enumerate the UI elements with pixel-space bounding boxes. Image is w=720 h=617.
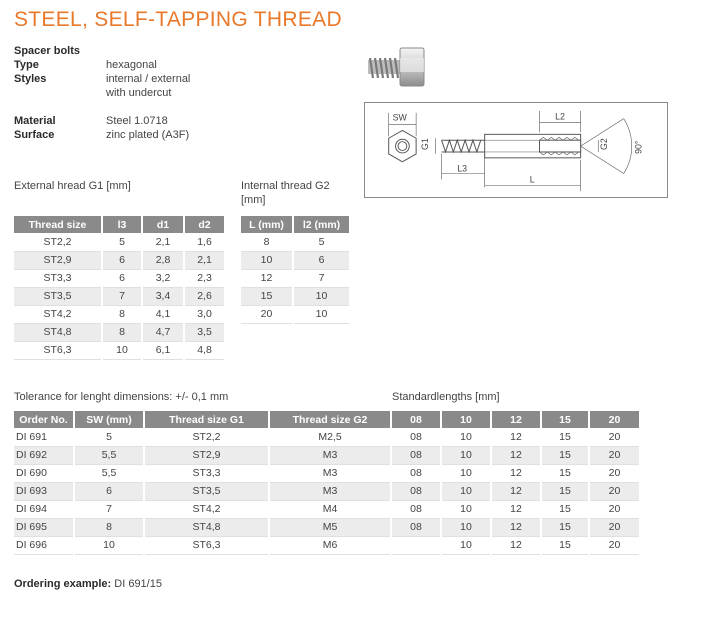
- table-cell: ST3,5: [14, 287, 102, 305]
- table-row: [14, 287, 224, 305]
- external-thread-caption: External hread G1 [mm]: [14, 180, 131, 192]
- table-cell: 10: [441, 536, 491, 554]
- table-cell: ST2,9: [14, 251, 102, 269]
- table-cell: ST2,9: [144, 446, 269, 464]
- table-cell: 15: [541, 464, 589, 482]
- label-l: L: [529, 174, 535, 185]
- internal-thread-table: [241, 216, 349, 324]
- table-cell: 20: [589, 446, 639, 464]
- table-row: [241, 287, 349, 305]
- table-cell: 10: [441, 428, 491, 446]
- table-cell: M3: [269, 464, 391, 482]
- column-header: L (mm): [241, 216, 293, 233]
- table-cell: 10: [102, 341, 142, 359]
- table-cell: 15: [541, 500, 589, 518]
- table-cell: 20: [589, 500, 639, 518]
- table-cell: 08: [391, 446, 441, 464]
- spec-key: Spacer bolts: [14, 45, 81, 57]
- angle-marker: [581, 119, 644, 174]
- table-cell: 3,0: [184, 305, 224, 323]
- column-header: Order No.: [14, 411, 74, 428]
- table-cell: 8: [102, 305, 142, 323]
- table-cell: 4,7: [142, 323, 184, 341]
- table-cell: 12: [491, 536, 541, 554]
- table-cell: 2,1: [142, 233, 184, 251]
- spec-value: with undercut: [106, 87, 172, 99]
- table-cell: M2,5: [269, 428, 391, 446]
- table-cell: 20: [589, 518, 639, 536]
- column-header: d2: [184, 216, 224, 233]
- label-l2: L2: [555, 111, 565, 122]
- table-cell: 12: [491, 482, 541, 500]
- table-row: [14, 500, 639, 518]
- internal-thread-caption: Internal thread G2 [mm]: [241, 180, 330, 206]
- table-cell: [391, 536, 441, 554]
- spec-value: hexagonal: [106, 59, 157, 71]
- table-cell: 15: [541, 536, 589, 554]
- table-row: [14, 446, 639, 464]
- spec-key: Material: [14, 115, 56, 127]
- table-cell: ST2,2: [144, 428, 269, 446]
- table-cell: 5,5: [74, 446, 144, 464]
- spec-value: zinc plated (A3F): [106, 129, 190, 141]
- table-cell: 3,2: [142, 269, 184, 287]
- table-row: [14, 233, 224, 251]
- table-cell: 10: [241, 251, 293, 269]
- external-thread-table: [14, 216, 224, 360]
- page-title: STEEL, SELF-TAPPING THREAD: [14, 8, 342, 31]
- table-row: [14, 323, 224, 341]
- thread-side-view: [420, 138, 485, 187]
- ordering-example-label: Ordering example:: [14, 578, 112, 590]
- table-cell: 8: [241, 233, 293, 251]
- table-cell: 15: [541, 518, 589, 536]
- column-header: Thread size G2: [269, 411, 391, 428]
- table-cell: 10: [74, 536, 144, 554]
- ordering-example-value: DI 691/15: [114, 578, 162, 590]
- table-cell: DI 696: [14, 536, 74, 554]
- table-row: [14, 341, 224, 359]
- table-cell: ST3,3: [14, 269, 102, 287]
- spacer-bolt-photo: [360, 40, 430, 96]
- table-cell: 10: [441, 500, 491, 518]
- table-cell: ST3,5: [144, 482, 269, 500]
- tolerance-caption: Tolerance for lenght dimensions: +/- 0,1 mm: [14, 391, 229, 403]
- column-header: Thread size G1: [144, 411, 269, 428]
- label-g2: G2: [599, 138, 610, 150]
- table-cell: 5: [102, 233, 142, 251]
- order-table: [14, 411, 639, 555]
- table-cell: ST4,2: [14, 305, 102, 323]
- table-cell: 10: [441, 482, 491, 500]
- table-cell: 1,6: [184, 233, 224, 251]
- spec-key: Styles: [14, 73, 47, 85]
- table-cell: 08: [391, 500, 441, 518]
- table-cell: 12: [241, 269, 293, 287]
- table-cell: 6: [293, 251, 349, 269]
- technical-drawing: [364, 102, 668, 198]
- table-cell: 20: [589, 428, 639, 446]
- table-cell: ST6,3: [144, 536, 269, 554]
- table-cell: DI 691: [14, 428, 74, 446]
- table-cell: 12: [491, 446, 541, 464]
- table-cell: 20: [589, 536, 639, 554]
- table-row: [14, 482, 639, 500]
- column-header: l2 (mm): [293, 216, 349, 233]
- table-cell: 2,6: [184, 287, 224, 305]
- table-cell: DI 693: [14, 482, 74, 500]
- table-cell: M3: [269, 482, 391, 500]
- table-cell: 6: [102, 251, 142, 269]
- spec-key: Surface: [14, 129, 55, 141]
- table-cell: 7: [293, 269, 349, 287]
- table-cell: 12: [491, 464, 541, 482]
- table-cell: 5,5: [74, 464, 144, 482]
- table-cell: 10: [441, 464, 491, 482]
- table-cell: DI 690: [14, 464, 74, 482]
- table-row: [241, 305, 349, 323]
- column-header: l3: [102, 216, 142, 233]
- ordering-example: [14, 578, 162, 590]
- table-cell: 08: [391, 464, 441, 482]
- table-cell: DI 694: [14, 500, 74, 518]
- label-angle: 90°: [633, 140, 644, 154]
- table-cell: 3,4: [142, 287, 184, 305]
- table-cell: 12: [491, 428, 541, 446]
- table-row: [14, 428, 639, 446]
- label-g1: G1: [419, 138, 430, 150]
- spec-value: internal / external: [106, 73, 191, 85]
- table-cell: M3: [269, 446, 391, 464]
- table-cell: M4: [269, 500, 391, 518]
- column-header: 10: [441, 411, 491, 428]
- table-cell: 08: [391, 518, 441, 536]
- standard-lengths-caption: Standardlengths [mm]: [392, 391, 500, 403]
- thread-shape: [368, 58, 400, 78]
- table-cell: 2,1: [184, 251, 224, 269]
- table-cell: 2,3: [184, 269, 224, 287]
- table-cell: 6: [102, 269, 142, 287]
- table-row: [14, 536, 639, 554]
- table-cell: 4,8: [184, 341, 224, 359]
- table-cell: ST3,3: [144, 464, 269, 482]
- column-header: 15: [541, 411, 589, 428]
- table-row: [14, 464, 639, 482]
- body-side-view: [485, 111, 609, 191]
- table-cell: 5: [293, 233, 349, 251]
- table-cell: 12: [491, 500, 541, 518]
- table-cell: 3,5: [184, 323, 224, 341]
- table-cell: M5: [269, 518, 391, 536]
- hex-end-view: [389, 113, 416, 162]
- table-cell: 20: [589, 482, 639, 500]
- table-cell: 6,1: [142, 341, 184, 359]
- table-cell: 8: [102, 323, 142, 341]
- table-row: [14, 518, 639, 536]
- table-cell: 4,1: [142, 305, 184, 323]
- table-cell: ST4,8: [14, 323, 102, 341]
- column-header: 20: [589, 411, 639, 428]
- spec-key: Type: [14, 59, 39, 71]
- table-cell: 10: [441, 518, 491, 536]
- table-cell: 12: [491, 518, 541, 536]
- table-row: [14, 251, 224, 269]
- table-row: [14, 269, 224, 287]
- table-cell: 15: [541, 446, 589, 464]
- table-cell: M6: [269, 536, 391, 554]
- table-cell: 6: [74, 482, 144, 500]
- label-sw: SW: [392, 112, 407, 123]
- table-cell: 5: [74, 428, 144, 446]
- table-cell: DI 695: [14, 518, 74, 536]
- table-cell: 10: [441, 446, 491, 464]
- table-cell: 2,8: [142, 251, 184, 269]
- table-row: [241, 233, 349, 251]
- table-cell: 7: [102, 287, 142, 305]
- table-cell: ST6,3: [14, 341, 102, 359]
- table-cell: 08: [391, 482, 441, 500]
- column-header: Thread size: [14, 216, 102, 233]
- table-row: [241, 251, 349, 269]
- column-header: 12: [491, 411, 541, 428]
- table-cell: 10: [293, 305, 349, 323]
- spec-value: Steel 1.0718: [106, 115, 168, 127]
- table-cell: 08: [391, 428, 441, 446]
- table-cell: 8: [74, 518, 144, 536]
- table-cell: 20: [589, 464, 639, 482]
- table-cell: DI 692: [14, 446, 74, 464]
- table-cell: ST4,8: [144, 518, 269, 536]
- table-cell: ST4,2: [144, 500, 269, 518]
- table-row: [241, 269, 349, 287]
- table-cell: 15: [541, 482, 589, 500]
- table-cell: 10: [293, 287, 349, 305]
- table-cell: 15: [241, 287, 293, 305]
- column-header: SW (mm): [74, 411, 144, 428]
- label-l3: L3: [457, 163, 468, 174]
- column-header: d1: [142, 216, 184, 233]
- table-cell: 20: [241, 305, 293, 323]
- table-cell: ST2,2: [14, 233, 102, 251]
- column-header: 08: [391, 411, 441, 428]
- table-row: [14, 305, 224, 323]
- table-cell: 15: [541, 428, 589, 446]
- table-cell: 7: [74, 500, 144, 518]
